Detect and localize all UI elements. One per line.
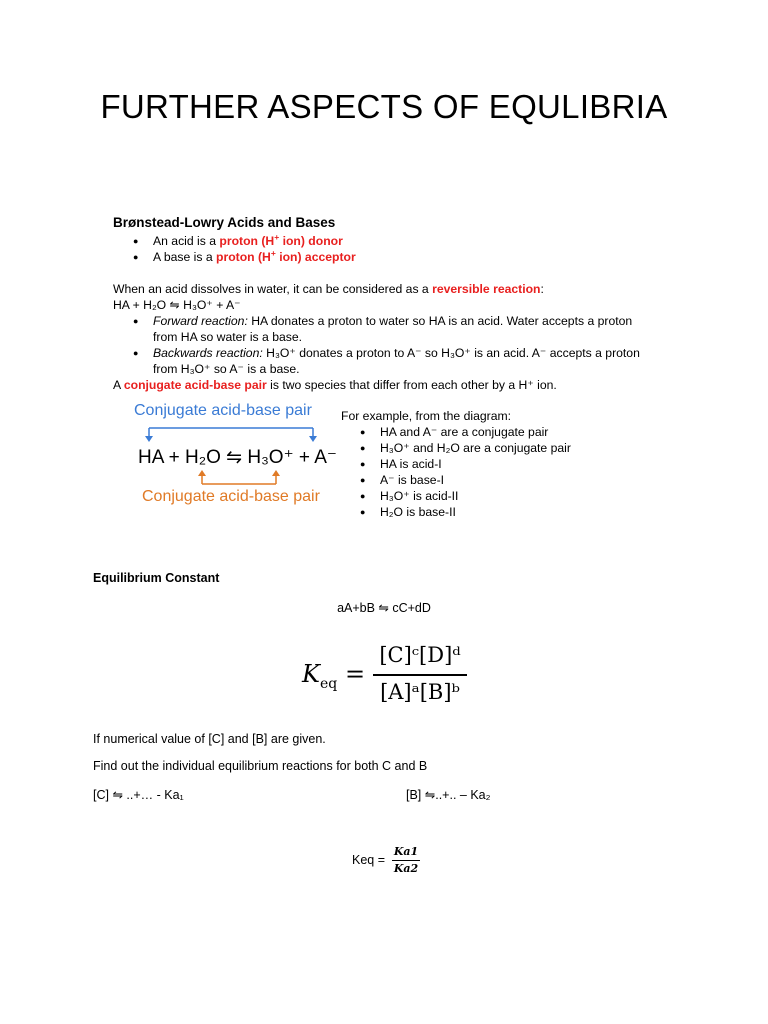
example-intro: For example, from the diagram: [341,409,512,423]
bl-bullet-acid-red-a: proton (H [219,234,275,248]
keq-denominator: [A]ᵃ[B]ᵇ [380,680,460,704]
ratio-numerator: Ka1 [393,845,419,858]
bl-pair-pre: A [113,378,124,392]
example-item: ● H₂O is base-II [380,504,456,520]
bl-forward-text2: from HA so water is a base. [153,330,303,344]
keq-symbol [302,660,338,692]
bl-bullet-acid-sup: + [274,231,280,242]
bl-bullet-base [153,249,356,265]
bl-dissolve-red: reversible reaction [432,282,541,296]
page-title: FURTHER ASPECTS OF EQULIBRIA [100,88,668,125]
diagram-equation: HA + H₂O ⇋ H₃O⁺ + A⁻ [138,447,337,468]
eqc-line1: If numerical value of [C] and [B] are given. [93,732,326,746]
eqc-c-reaction: [C] ⇋ ..+… - Ka₁ [93,788,184,802]
orange-bracket-arrow [198,470,280,484]
example-item: ● HA and A⁻ are a conjugate pair [380,424,548,440]
eqc-heading: Equilibrium Constant [93,571,220,585]
eqc-line2: Find out the individual equilibrium reactions for both C and B [93,759,428,773]
bl-bullet-acid-pre: An acid is a [153,234,220,248]
eqc-reaction: aA+bB ⇋ cC+dD [337,601,431,615]
bl-forward-reaction [153,313,632,329]
ratio-denominator: Ka2 [393,862,419,875]
diagram-bottom-label: Conjugate acid-base pair [142,488,320,505]
bl-dissolve-line [113,281,544,297]
bl-pair-post: is two species that differ from each other by a H⁺ ion. [266,378,557,392]
example-item: ● H₃O⁺ is acid-II [380,488,458,504]
bl-backward-text2: from H₃O⁺ so A⁻ is a base. [153,362,300,376]
bl-forward-text1: HA donates a proton to water so HA is an acid. Water accepts a proton [247,314,633,328]
bl-pair-red: conjugate acid-base pair [123,378,267,392]
eqc-b-reaction: [B] ⇋..+.. – Ka₂ [406,788,491,802]
keq-K: K [302,660,320,688]
example-item: ● HA is acid-I [380,456,442,472]
bl-dissolve-pre: When an acid dissolves in water, it can be considered as a [113,282,433,296]
keq-numerator: [C]ᶜ[D]ᵈ [379,643,461,667]
bl-bullet-acid-red-b: ion) donor [279,234,343,248]
bl-heading: Brønstead-Lowry Acids and Bases [113,215,336,230]
diagram-top-label: Conjugate acid-base pair [134,402,312,419]
bl-bullet-base-pre: A base is a [153,250,217,264]
example-item: ● H₃O⁺ and H₂O are a conjugate pair [380,440,571,456]
example-item: ● A⁻ is base-I [380,472,444,488]
bl-backward-reaction [153,345,640,361]
ratio-fraction-bar [392,860,420,861]
blue-bracket-arrow [145,428,317,442]
keq-subscript: eq [319,675,338,692]
bl-dissolve-post: : [540,282,544,296]
bl-equation-line: HA + H₂O ⇋ H₃O⁺ + A⁻ [113,298,241,312]
bl-forward-label: Forward reaction: [153,314,248,328]
bl-bullet-base-sup: + [270,247,276,258]
keq-equals: = [345,660,366,688]
bl-backward-text1: H₃O⁺ donates a proton to A⁻ so H₃O⁺ is an acid. A⁻ accepts a proton [262,346,640,360]
ratio-label: Keq = [352,853,386,867]
bl-pair-line [113,377,557,393]
bl-bullet-acid [153,233,343,249]
bl-backward-label: Backwards reaction: [153,346,263,360]
keq-fraction-bar [373,674,467,676]
bl-bullet-base-red-a: proton (H [216,250,271,264]
bl-bullet-base-red-b: ion) acceptor [275,250,356,264]
